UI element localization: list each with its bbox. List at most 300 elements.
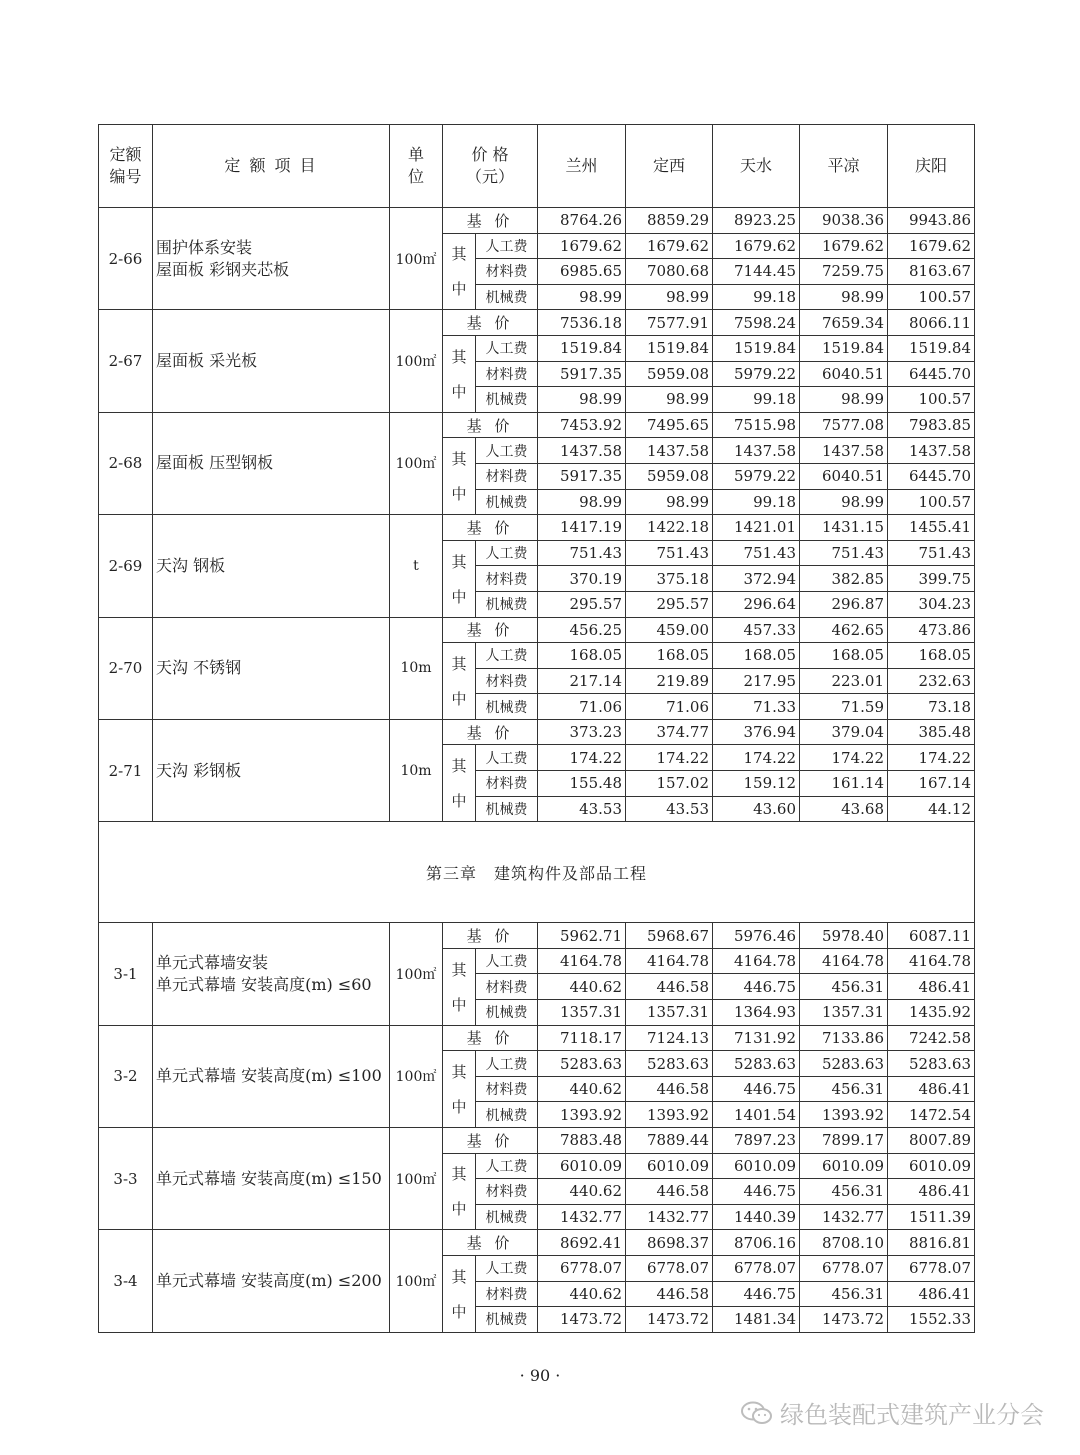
labor-cost-value: 168.05 (626, 643, 713, 669)
labor-cost-value: 751.43 (713, 540, 800, 566)
base-price-label: 基 价 (443, 923, 538, 949)
machine-cost-value: 71.59 (800, 694, 888, 720)
machine-cost-value: 98.99 (800, 387, 888, 413)
of-which-qi: 其 (451, 1063, 467, 1082)
material-cost-value: 5979.22 (713, 463, 800, 489)
material-cost-label: 材料费 (476, 463, 538, 489)
labor-cost-value: 6778.07 (713, 1255, 800, 1281)
material-cost-value: 6445.70 (888, 361, 975, 387)
base-price-value: 8066.11 (888, 310, 975, 336)
labor-cost-label: 人工费 (476, 643, 538, 669)
machine-cost-value: 1401.54 (713, 1102, 800, 1128)
quota-item-name (153, 208, 390, 310)
material-cost-value: 6985.65 (538, 259, 626, 285)
quota-item-name-line: 屋面板 压型钢板 (156, 453, 274, 473)
quota-unit: 100㎡ (390, 1230, 443, 1332)
quota-unit: 100㎡ (390, 1128, 443, 1230)
base-price-value: 5978.40 (800, 923, 888, 949)
of-which-label (443, 1153, 476, 1230)
material-cost-label: 材料费 (476, 974, 538, 1000)
quota-unit: 10m (390, 719, 443, 821)
material-cost-label: 材料费 (476, 1281, 538, 1307)
chapter-row (99, 822, 975, 923)
of-which-qi: 其 (451, 757, 467, 776)
machine-cost-value: 295.57 (626, 591, 713, 617)
material-cost-value: 167.14 (888, 771, 975, 797)
base-price-value: 8007.89 (888, 1128, 975, 1154)
material-cost-value: 159.12 (713, 771, 800, 797)
watermark (740, 1395, 1044, 1430)
machine-cost-value: 296.64 (713, 591, 800, 617)
machine-cost-value: 1435.92 (888, 1000, 975, 1026)
of-which-label (443, 1051, 476, 1128)
labor-cost-value: 6010.09 (800, 1153, 888, 1179)
labor-cost-value: 751.43 (888, 540, 975, 566)
machine-cost-label: 机械费 (476, 1102, 538, 1128)
quota-item-name-line: 天沟 钢板 (156, 555, 226, 575)
machine-cost-label: 机械费 (476, 387, 538, 413)
table-row (99, 515, 975, 541)
material-cost-value: 5917.35 (538, 463, 626, 489)
of-which-qi: 其 (451, 347, 467, 366)
of-which-qi: 其 (451, 245, 467, 264)
base-price-value: 7889.44 (626, 1128, 713, 1154)
base-price-value: 7536.18 (538, 310, 626, 336)
material-cost-value: 8163.67 (888, 259, 975, 285)
labor-cost-value: 1679.62 (713, 233, 800, 259)
chapter-row-group (99, 822, 975, 923)
labor-cost-label: 人工费 (476, 745, 538, 771)
machine-cost-value: 73.18 (888, 694, 975, 720)
labor-cost-value: 1519.84 (538, 335, 626, 361)
labor-cost-value: 6010.09 (713, 1153, 800, 1179)
base-price-value: 7659.34 (800, 310, 888, 336)
machine-cost-value: 1432.77 (538, 1204, 626, 1230)
material-cost-value: 7144.45 (713, 259, 800, 285)
machine-cost-value: 1393.92 (538, 1102, 626, 1128)
machine-cost-value: 1432.77 (800, 1204, 888, 1230)
material-cost-value: 456.31 (800, 1281, 888, 1307)
quota-item-name-line: 单元式幕墙 安装高度(m) ≤150 (156, 1168, 382, 1188)
material-cost-value: 5959.08 (626, 463, 713, 489)
base-price-value: 1421.01 (713, 515, 800, 541)
material-cost-value: 446.75 (713, 1179, 800, 1205)
machine-cost-label: 机械费 (476, 1000, 538, 1026)
base-price-value: 7118.17 (538, 1025, 626, 1051)
material-cost-value: 456.31 (800, 1076, 888, 1102)
base-price-value: 8859.29 (626, 208, 713, 234)
quota-unit: t (390, 515, 443, 617)
header-row (99, 125, 975, 208)
of-which-qi: 其 (451, 1165, 467, 1184)
machine-cost-value: 71.33 (713, 694, 800, 720)
material-cost-value: 6040.51 (800, 361, 888, 387)
base-price-value: 7133.86 (800, 1025, 888, 1051)
base-price-value: 457.33 (713, 617, 800, 643)
of-which-zhong: 中 (451, 280, 467, 299)
page-number: · 90 · (519, 1366, 561, 1385)
base-price-value: 9038.36 (800, 208, 888, 234)
machine-cost-label: 机械费 (476, 489, 538, 515)
material-cost-label: 材料费 (476, 1179, 538, 1205)
labor-cost-label: 人工费 (476, 335, 538, 361)
machine-cost-value: 1473.72 (800, 1307, 888, 1333)
material-cost-label: 材料费 (476, 1076, 538, 1102)
machine-cost-value: 98.99 (538, 284, 626, 310)
labor-cost-value: 5283.63 (888, 1051, 975, 1077)
table-row (99, 719, 975, 745)
of-which-zhong: 中 (451, 1098, 467, 1117)
base-price-value: 8708.10 (800, 1230, 888, 1256)
header-code: 定额 编号 (99, 125, 153, 208)
base-price-value: 5962.71 (538, 923, 626, 949)
base-price-label: 基 价 (443, 208, 538, 234)
material-cost-value: 440.62 (538, 974, 626, 1000)
machine-cost-value: 98.99 (626, 284, 713, 310)
base-price-value: 7883.48 (538, 1128, 626, 1154)
material-cost-value: 372.94 (713, 566, 800, 592)
of-which-zhong: 中 (451, 1200, 467, 1219)
labor-cost-value: 168.05 (713, 643, 800, 669)
of-which-zhong: 中 (451, 587, 467, 606)
base-price-value: 8698.37 (626, 1230, 713, 1256)
base-price-label: 基 价 (443, 1230, 538, 1256)
quota-code: 3-3 (99, 1128, 153, 1230)
labor-cost-value: 174.22 (626, 745, 713, 771)
labor-cost-value: 6778.07 (626, 1255, 713, 1281)
labor-cost-value: 1679.62 (888, 233, 975, 259)
labor-cost-label: 人工费 (476, 1051, 538, 1077)
material-cost-value: 5979.22 (713, 361, 800, 387)
quota-item-name (153, 1025, 390, 1127)
quota-unit: 100㎡ (390, 412, 443, 514)
base-price-value: 373.23 (538, 719, 626, 745)
machine-cost-value: 98.99 (626, 489, 713, 515)
material-cost-value: 456.31 (800, 974, 888, 1000)
labor-cost-value: 5283.63 (713, 1051, 800, 1077)
labor-cost-value: 168.05 (888, 643, 975, 669)
base-price-value: 1455.41 (888, 515, 975, 541)
of-which-label (443, 643, 476, 720)
labor-cost-value: 4164.78 (538, 948, 626, 974)
base-price-value: 9943.86 (888, 208, 975, 234)
header-unit: 单 位 (390, 125, 443, 208)
material-cost-label: 材料费 (476, 771, 538, 797)
quota-item-name-line: 屋面板 彩钢夹芯板 (156, 259, 290, 279)
machine-cost-value: 1393.92 (800, 1102, 888, 1128)
header-price: 价 格 （元） (443, 125, 538, 208)
machine-cost-value: 1357.31 (800, 1000, 888, 1026)
labor-cost-value: 6010.09 (538, 1153, 626, 1179)
machine-cost-value: 71.06 (626, 694, 713, 720)
material-cost-value: 446.75 (713, 974, 800, 1000)
material-cost-value: 446.58 (626, 1281, 713, 1307)
material-cost-label: 材料费 (476, 566, 538, 592)
labor-cost-value: 6010.09 (626, 1153, 713, 1179)
of-which-qi: 其 (451, 552, 467, 571)
table-row (99, 1025, 975, 1051)
machine-cost-value: 98.99 (626, 387, 713, 413)
labor-cost-label: 人工费 (476, 1153, 538, 1179)
material-cost-value: 157.02 (626, 771, 713, 797)
header-city-dingxi: 定西 (626, 125, 713, 208)
of-which-label (443, 745, 476, 822)
labor-cost-value: 5283.63 (800, 1051, 888, 1077)
of-which-label (443, 540, 476, 617)
quota-item-name (153, 412, 390, 514)
base-price-value: 7495.65 (626, 412, 713, 438)
material-cost-label: 材料费 (476, 361, 538, 387)
material-cost-value: 486.41 (888, 1076, 975, 1102)
quota-item-name-line: 围护体系安装 (156, 237, 253, 257)
machine-cost-value: 100.57 (888, 387, 975, 413)
of-which-zhong: 中 (451, 995, 467, 1014)
header-city-tianshui: 天水 (713, 125, 800, 208)
of-which-zhong: 中 (451, 485, 467, 504)
quota-unit: 100㎡ (390, 208, 443, 310)
material-cost-value: 161.14 (800, 771, 888, 797)
material-cost-value: 5959.08 (626, 361, 713, 387)
labor-cost-value: 1519.84 (888, 335, 975, 361)
quota-code: 2-71 (99, 719, 153, 821)
machine-cost-value: 99.18 (713, 489, 800, 515)
machine-cost-value: 1364.93 (713, 1000, 800, 1026)
header-city-lanzhou: 兰州 (538, 125, 626, 208)
of-which-qi: 其 (451, 654, 467, 673)
table-row (99, 923, 975, 949)
quota-unit: 100㎡ (390, 310, 443, 412)
material-cost-value: 7259.75 (800, 259, 888, 285)
machine-cost-value: 44.12 (888, 796, 975, 822)
labor-cost-value: 6778.07 (538, 1255, 626, 1281)
material-cost-value: 5917.35 (538, 361, 626, 387)
chapter-title: 第三章 建筑构件及部品工程 (99, 822, 975, 923)
of-which-label (443, 948, 476, 1025)
material-cost-value: 446.75 (713, 1076, 800, 1102)
of-which-label (443, 1255, 476, 1332)
quota-unit: 10m (390, 617, 443, 719)
machine-cost-value: 295.57 (538, 591, 626, 617)
header-city-qingyang: 庆阳 (888, 125, 975, 208)
machine-cost-label: 机械费 (476, 284, 538, 310)
quota-item-name-line: 单元式幕墙 安装高度(m) ≤60 (156, 974, 372, 994)
machine-cost-value: 43.53 (626, 796, 713, 822)
base-price-label: 基 价 (443, 310, 538, 336)
quota-code: 2-68 (99, 412, 153, 514)
of-which-label (443, 335, 476, 412)
labor-cost-value: 6778.07 (888, 1255, 975, 1281)
machine-cost-value: 71.06 (538, 694, 626, 720)
machine-cost-value: 98.99 (538, 489, 626, 515)
labor-cost-value: 5283.63 (626, 1051, 713, 1077)
quota-item-name-line: 单元式幕墙 安装高度(m) ≤200 (156, 1271, 382, 1291)
machine-cost-value: 99.18 (713, 387, 800, 413)
table-body-chapter-2 (99, 208, 975, 822)
quota-code: 2-67 (99, 310, 153, 412)
labor-cost-value: 4164.78 (888, 948, 975, 974)
material-cost-value: 217.95 (713, 668, 800, 694)
labor-cost-value: 1437.58 (888, 438, 975, 464)
material-cost-value: 486.41 (888, 1179, 975, 1205)
machine-cost-value: 1357.31 (538, 1000, 626, 1026)
material-cost-value: 486.41 (888, 974, 975, 1000)
machine-cost-label: 机械费 (476, 1307, 538, 1333)
of-which-label (443, 438, 476, 515)
labor-cost-label: 人工费 (476, 540, 538, 566)
base-price-value: 459.00 (626, 617, 713, 643)
machine-cost-value: 43.60 (713, 796, 800, 822)
quota-item-name (153, 719, 390, 821)
labor-cost-value: 4164.78 (713, 948, 800, 974)
of-which-qi: 其 (451, 450, 467, 469)
labor-cost-value: 174.22 (538, 745, 626, 771)
labor-cost-value: 6010.09 (888, 1153, 975, 1179)
machine-cost-value: 1472.54 (888, 1102, 975, 1128)
base-price-value: 7124.13 (626, 1025, 713, 1051)
base-price-value: 5976.46 (713, 923, 800, 949)
machine-cost-value: 43.68 (800, 796, 888, 822)
base-price-value: 379.04 (800, 719, 888, 745)
material-cost-value: 223.01 (800, 668, 888, 694)
quota-code: 3-2 (99, 1025, 153, 1127)
material-cost-label: 材料费 (476, 668, 538, 694)
labor-cost-value: 1437.58 (538, 438, 626, 464)
table-row (99, 310, 975, 336)
labor-cost-value: 1679.62 (538, 233, 626, 259)
quota-code: 2-69 (99, 515, 153, 617)
labor-cost-label: 人工费 (476, 438, 538, 464)
machine-cost-value: 100.57 (888, 489, 975, 515)
base-price-value: 7453.92 (538, 412, 626, 438)
machine-cost-value: 1552.33 (888, 1307, 975, 1333)
base-price-value: 7515.98 (713, 412, 800, 438)
quota-item-name-line: 屋面板 采光板 (156, 351, 258, 371)
material-cost-value: 6040.51 (800, 463, 888, 489)
machine-cost-value: 98.99 (800, 284, 888, 310)
labor-cost-value: 168.05 (800, 643, 888, 669)
base-price-label: 基 价 (443, 515, 538, 541)
quota-item-name-line: 单元式幕墙安装 (156, 952, 269, 972)
labor-cost-value: 1519.84 (713, 335, 800, 361)
base-price-value: 1422.18 (626, 515, 713, 541)
base-price-value: 1431.15 (800, 515, 888, 541)
machine-cost-value: 43.53 (538, 796, 626, 822)
quota-table (98, 124, 975, 1333)
machine-cost-value: 1393.92 (626, 1102, 713, 1128)
table-row (99, 1128, 975, 1154)
of-which-zhong: 中 (451, 382, 467, 401)
quota-code: 3-1 (99, 923, 153, 1025)
base-price-value: 376.94 (713, 719, 800, 745)
quota-item-name-line: 天沟 彩钢板 (156, 760, 242, 780)
labor-cost-value: 1437.58 (713, 438, 800, 464)
material-cost-value: 375.18 (626, 566, 713, 592)
labor-cost-label: 人工费 (476, 948, 538, 974)
labor-cost-value: 174.22 (800, 745, 888, 771)
quota-unit: 100㎡ (390, 1025, 443, 1127)
quota-code: 3-4 (99, 1230, 153, 1332)
machine-cost-value: 304.23 (888, 591, 975, 617)
labor-cost-value: 1437.58 (626, 438, 713, 464)
labor-cost-value: 1679.62 (626, 233, 713, 259)
base-price-label: 基 价 (443, 617, 538, 643)
material-cost-value: 446.58 (626, 1076, 713, 1102)
labor-cost-value: 174.22 (888, 745, 975, 771)
labor-cost-value: 168.05 (538, 643, 626, 669)
material-cost-value: 486.41 (888, 1281, 975, 1307)
base-price-value: 8764.26 (538, 208, 626, 234)
machine-cost-label: 机械费 (476, 1204, 538, 1230)
of-which-zhong: 中 (451, 792, 467, 811)
base-price-value: 8706.16 (713, 1230, 800, 1256)
base-price-value: 473.86 (888, 617, 975, 643)
material-cost-value: 446.58 (626, 974, 713, 1000)
labor-cost-value: 4164.78 (800, 948, 888, 974)
machine-cost-value: 1432.77 (626, 1204, 713, 1230)
material-cost-value: 232.63 (888, 668, 975, 694)
quota-item-name (153, 310, 390, 412)
of-which-label (443, 233, 476, 310)
base-price-value: 6087.11 (888, 923, 975, 949)
labor-cost-value: 751.43 (626, 540, 713, 566)
base-price-value: 7577.91 (626, 310, 713, 336)
labor-cost-value: 1437.58 (800, 438, 888, 464)
of-which-zhong: 中 (451, 689, 467, 708)
machine-cost-value: 1511.39 (888, 1204, 975, 1230)
labor-cost-value: 1519.84 (800, 335, 888, 361)
material-cost-value: 440.62 (538, 1076, 626, 1102)
labor-cost-value: 4164.78 (626, 948, 713, 974)
material-cost-value: 446.75 (713, 1281, 800, 1307)
material-cost-value: 446.58 (626, 1179, 713, 1205)
quota-item-name (153, 923, 390, 1025)
machine-cost-value: 1357.31 (626, 1000, 713, 1026)
machine-cost-value: 296.87 (800, 591, 888, 617)
machine-cost-label: 机械费 (476, 591, 538, 617)
wechat-icon (740, 1401, 774, 1425)
quota-item-name (153, 515, 390, 617)
machine-cost-value: 1481.34 (713, 1307, 800, 1333)
material-cost-value: 7080.68 (626, 259, 713, 285)
base-price-value: 5968.67 (626, 923, 713, 949)
machine-cost-label: 机械费 (476, 796, 538, 822)
quota-code: 2-70 (99, 617, 153, 719)
machine-cost-value: 99.18 (713, 284, 800, 310)
labor-cost-value: 5283.63 (538, 1051, 626, 1077)
table-body-chapter-3 (99, 923, 975, 1333)
base-price-value: 7577.08 (800, 412, 888, 438)
material-cost-value: 440.62 (538, 1281, 626, 1307)
base-price-value: 8816.81 (888, 1230, 975, 1256)
material-cost-value: 456.31 (800, 1179, 888, 1205)
table-row (99, 208, 975, 234)
machine-cost-label: 机械费 (476, 694, 538, 720)
quota-item-name (153, 1128, 390, 1230)
labor-cost-value: 751.43 (800, 540, 888, 566)
material-cost-value: 219.89 (626, 668, 713, 694)
material-cost-value: 217.14 (538, 668, 626, 694)
material-cost-value: 155.48 (538, 771, 626, 797)
base-price-value: 1417.19 (538, 515, 626, 541)
of-which-qi: 其 (451, 1267, 467, 1286)
base-price-value: 7598.24 (713, 310, 800, 336)
of-which-zhong: 中 (451, 1302, 467, 1321)
machine-cost-value: 98.99 (538, 387, 626, 413)
machine-cost-value: 1440.39 (713, 1204, 800, 1230)
material-cost-value: 399.75 (888, 566, 975, 592)
base-price-label: 基 价 (443, 719, 538, 745)
header-city-pingliang: 平凉 (800, 125, 888, 208)
